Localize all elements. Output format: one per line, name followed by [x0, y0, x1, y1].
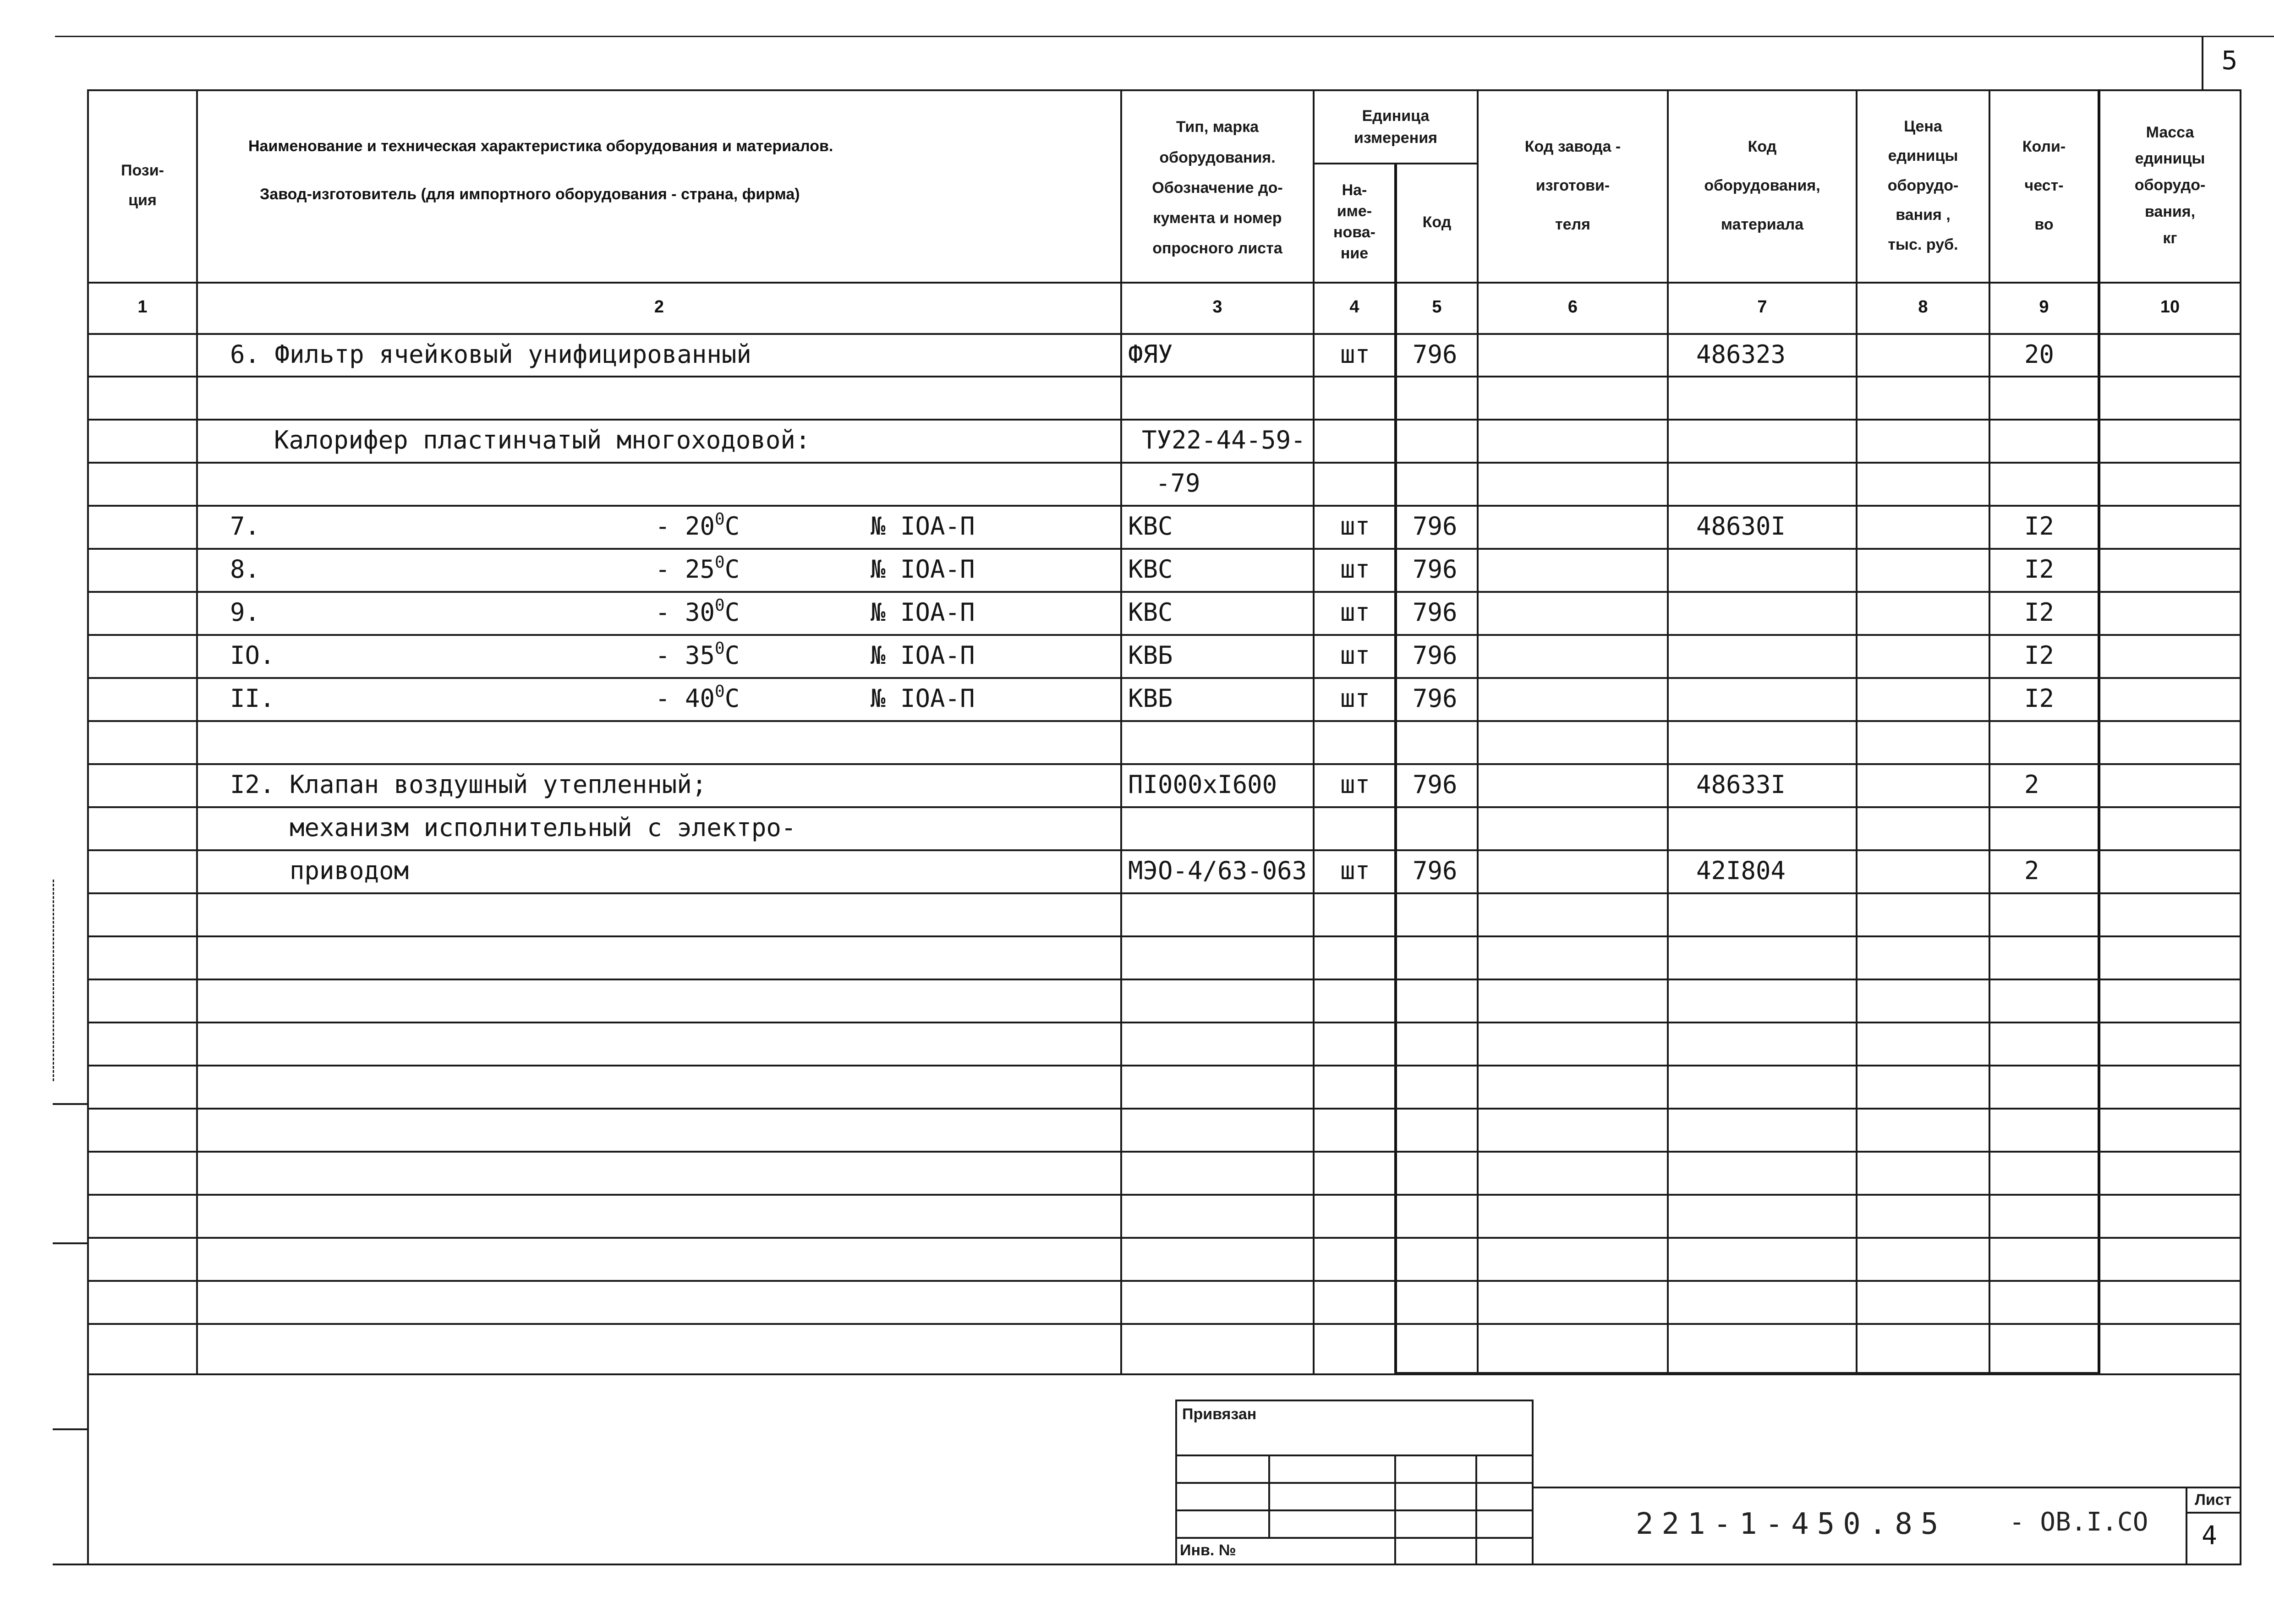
- document-suffix: - ОВ.I.СО: [2009, 1507, 2148, 1537]
- row-quantity: I2: [2024, 684, 2055, 713]
- row-quantity: 2: [2024, 770, 2039, 799]
- row-type: МЭО-4/63-063: [1128, 856, 1307, 885]
- row-unit: шт: [1340, 684, 1370, 713]
- header-unit-group: Единица измерения: [1354, 107, 1437, 147]
- row-type: КВБ: [1128, 684, 1173, 713]
- col-number-6: 6: [1567, 297, 1578, 317]
- row-type: ПI000xI600: [1128, 770, 1277, 799]
- temperature-unit: С: [724, 555, 740, 584]
- row-unit: шт: [1340, 555, 1370, 584]
- col-number-8: 8: [1918, 297, 1928, 317]
- row-unit: шт: [1340, 641, 1370, 670]
- bound-label: Привязан: [1182, 1405, 1257, 1423]
- row-quantity: I2: [2024, 512, 2055, 541]
- row-position: II.: [230, 684, 275, 713]
- row-type: ФЯУ: [1128, 340, 1173, 369]
- row-temperature: [655, 634, 740, 677]
- row-type: КВС: [1128, 598, 1173, 627]
- row-equipment-code: 48630I: [1696, 512, 1786, 541]
- header-price: Цена единицы оборудо- вания , тыс. руб.: [1887, 117, 1959, 253]
- row-code: 796: [1413, 856, 1458, 885]
- row-unit: шт: [1340, 598, 1370, 627]
- row-model: № IOA-П: [871, 555, 975, 584]
- row-name: 6. Фильтр ячейковый унифицированный: [230, 340, 751, 369]
- row-type: КВБ: [1128, 641, 1173, 670]
- row-code: 796: [1413, 598, 1458, 627]
- header-position: Пози- ция: [121, 162, 164, 209]
- header-name-line2: Завод-изготовитель (для импортного оборудования - страна, фирма): [260, 186, 800, 203]
- header-equipment-code: Код оборудования, материала: [1704, 137, 1820, 233]
- col-number-2: 2: [654, 297, 664, 317]
- row-equipment-code: 42I804: [1696, 856, 1786, 885]
- row-position: 9.: [230, 598, 260, 627]
- row-model: № IOA-П: [871, 641, 975, 670]
- row-code: 796: [1413, 684, 1458, 713]
- page-number: 5: [2221, 46, 2238, 76]
- header-quantity: Коли- чест- во: [2022, 137, 2066, 233]
- row-unit: шт: [1340, 340, 1370, 369]
- degree-mark: 0: [715, 596, 725, 615]
- header-mass: Масса единицы оборудо- вания, кг: [2134, 123, 2206, 247]
- row-model: № IOA-П: [871, 512, 975, 541]
- row-equipment-code: 48633I: [1696, 770, 1786, 799]
- col-number-3: 3: [1212, 297, 1222, 317]
- header-unit-code: Код: [1422, 213, 1452, 231]
- temperature-unit: С: [724, 641, 740, 670]
- row-type: КВС: [1128, 512, 1173, 541]
- row-model: № IOA-П: [871, 598, 975, 627]
- row-temperature: [655, 677, 740, 720]
- temperature-unit: С: [724, 512, 740, 541]
- degree-mark: 0: [715, 510, 725, 529]
- header-name: [198, 92, 1120, 279]
- row-position: IO.: [230, 641, 275, 670]
- row-temperature: [655, 591, 740, 634]
- row-unit: шт: [1340, 770, 1370, 799]
- row-temperature: [655, 548, 740, 591]
- degree-mark: 0: [715, 639, 725, 658]
- temperature-unit: С: [724, 598, 740, 627]
- row-name: приводом: [290, 856, 409, 885]
- row-temperature: [655, 505, 740, 548]
- row-model: № IOA-П: [871, 684, 975, 713]
- document-number: 221-1-450.85: [1636, 1507, 1947, 1541]
- degree-mark: 0: [715, 682, 725, 701]
- sheet-number: 4: [2202, 1521, 2217, 1551]
- sheet-label: Лист: [2195, 1491, 2232, 1509]
- temperature-value: - 35: [655, 641, 715, 670]
- row-type: -79: [1156, 469, 1200, 498]
- temperature-value: - 40: [655, 684, 715, 713]
- row-code: 796: [1413, 340, 1458, 369]
- temperature-value: - 30: [655, 598, 715, 627]
- degree-mark: 0: [715, 553, 725, 572]
- col-number-1: 1: [137, 297, 148, 317]
- row-position: 8.: [230, 555, 260, 584]
- temperature-value: - 25: [655, 555, 715, 584]
- row-quantity: 2: [2024, 856, 2039, 885]
- row-type: КВС: [1128, 555, 1173, 584]
- row-type: ТУ22-44-59-: [1142, 426, 1306, 454]
- col-number-4: 4: [1349, 297, 1359, 317]
- row-unit: шт: [1340, 512, 1370, 541]
- row-name: Калорифер пластинчатый многоходовой:: [274, 426, 811, 454]
- row-name: I2. Клапан воздушный утепленный;: [230, 770, 707, 799]
- row-code: 796: [1413, 555, 1458, 584]
- inventory-label: Инв. №: [1180, 1542, 1236, 1559]
- header-unit-name: На- име- нова- ние: [1333, 181, 1375, 262]
- col-number-9: 9: [2039, 297, 2049, 317]
- col-number-10: 10: [2160, 297, 2180, 317]
- row-equipment-code: 486323: [1696, 340, 1786, 369]
- header-factory-code: Код завода - изготови- теля: [1524, 137, 1621, 233]
- row-name: механизм исполнительный с электро-: [290, 813, 796, 842]
- row-code: 796: [1413, 512, 1458, 541]
- col-number-7: 7: [1757, 297, 1767, 317]
- row-quantity: 20: [2024, 340, 2055, 369]
- row-position: 7.: [230, 512, 260, 541]
- row-quantity: I2: [2024, 598, 2055, 627]
- temperature-unit: С: [724, 684, 740, 713]
- row-unit: шт: [1340, 856, 1370, 885]
- row-code: 796: [1413, 770, 1458, 799]
- header-name-line1: Наименование и техническая характеристика оборудования и материалов.: [248, 137, 833, 155]
- col-number-5: 5: [1432, 297, 1442, 317]
- temperature-value: - 20: [655, 512, 715, 541]
- row-code: 796: [1413, 641, 1458, 670]
- header-type: Тип, марка оборудования. Обозначение до- кумента и номер опросного листа: [1152, 118, 1283, 257]
- row-quantity: I2: [2024, 555, 2055, 584]
- row-quantity: I2: [2024, 641, 2055, 670]
